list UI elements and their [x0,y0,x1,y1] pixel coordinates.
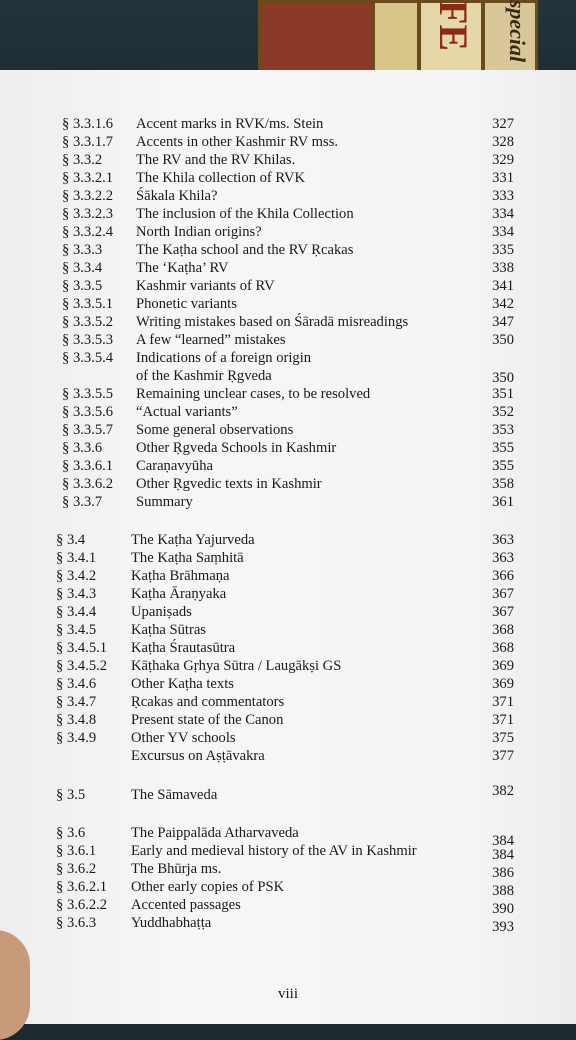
section-number: § 3.4 [56,532,86,548]
toc-entry [0,531,576,551]
section-title: Kaṭha Śrautasūtra [131,640,236,656]
section-title: Excursus on Aṣṭāvakra [131,748,265,764]
page-reference: 341 [492,278,514,294]
section-title: Accent marks in RVK/ms. Stein [136,116,324,132]
toc-entry [0,549,576,569]
section-number: § 3.4.5 [56,622,97,638]
toc-entry [0,457,576,477]
toc-entry [0,115,576,135]
toc-entry [0,639,576,659]
section-title: A few “learned” mistakes [136,332,286,348]
toc-entry [0,914,576,934]
section-number: § 3.3.2.2 [62,188,114,204]
section-title: Kashmir variants of RV [136,278,275,294]
toc-entry [0,860,576,880]
section-number: § 3.3.3 [62,242,103,258]
section-number: § 3.4.8 [56,712,97,728]
section-number: § 3.3.1.7 [62,134,114,150]
toc-entry [0,693,576,713]
cover-ornament-tile [372,0,420,76]
toc-entry [0,621,576,641]
section-title: Ṛcakas and commentators [131,694,285,710]
page-number: viii [277,986,298,1002]
toc-entry [0,133,576,153]
section-title: Kaṭha Brāhmaṇa [131,568,230,584]
section-number: § 3.6.1 [56,843,97,859]
book-page [0,70,576,1024]
page-reference: 368 [492,622,514,638]
page-reference: 393 [492,919,514,935]
page-reference: 384 [492,847,514,863]
section-title: Kaṭha Sūtras [131,622,206,638]
section-number: § 3.6 [56,825,86,841]
section-number: § 3.6.3 [56,915,97,931]
page-reference: 358 [492,476,514,492]
toc-entry [0,783,576,806]
toc-entry [0,241,576,261]
cover-subtitle-fragment: special [505,0,531,63]
toc-entry [0,259,576,279]
toc-entry [0,367,576,387]
page-reference: 361 [492,494,514,510]
page-reference: 363 [492,550,514,566]
section-number: § 3.4.1 [56,550,97,566]
page-reference: 329 [492,152,514,168]
section-number: § 3.5 [56,787,86,803]
section-number: § 3.3.2 [62,152,103,168]
section-number: § 3.3.2.3 [62,206,114,222]
page-reference: 351 [492,386,514,402]
toc-entry [0,729,576,749]
section-number: § 3.3.6 [62,440,103,456]
section-title: Remaining unclear cases, to be resolved [136,386,371,402]
section-title: Yuddhabhaṭṭa [131,915,212,931]
page-reference: 334 [492,206,514,222]
page-reference: 350 [492,370,514,386]
toc-entry [0,657,576,677]
page-reference: 377 [492,748,514,764]
section-title: Writing mistakes based on Śāradā misreadings [136,314,409,330]
section-number: § 3.3.5.2 [62,314,114,330]
toc-entry [0,349,576,369]
page-reference: 369 [492,658,514,674]
toc-entry [0,169,576,189]
toc-entry [0,187,576,207]
page-reference: 331 [492,170,514,186]
section-title: Accents in other Kashmir RV mss. [136,134,339,150]
section-title: Some general observations [136,422,294,438]
section-number: § 3.4.5.2 [56,658,108,674]
toc-entry [0,896,576,916]
toc-entry [0,475,576,495]
cover-title-fragment: FE [431,0,477,52]
page-reference: 333 [492,188,514,204]
section-title: The Paippalāda Atharvaveda [131,825,299,841]
section-title: of the Kashmir Ṛgveda [136,368,272,384]
page-reference: 386 [492,865,514,881]
section-title: The Kaṭha Saṃhitā [131,550,244,566]
section-title: Phonetic variants [136,296,237,312]
section-title: The inclusion of the Khila Collection [136,206,354,222]
page-reference: 371 [492,712,514,728]
page-reference: 355 [492,440,514,456]
section-title: Upaniṣads [131,604,192,620]
section-title: The Kaṭha school and the RV Ṛcakas [136,242,354,258]
section-number: § 3.3.5.7 [62,422,114,438]
section-number: § 3.3.6.1 [62,458,114,474]
toc-entry [0,331,576,351]
page-reference: 335 [492,242,514,258]
toc-entry [0,385,576,405]
toc-entry [0,878,576,898]
section-number: § 3.4.4 [56,604,97,620]
section-title: North Indian origins? [136,224,262,240]
toc-entry [0,223,576,243]
book-cover-strip [0,0,576,80]
section-title: The ‘Kaṭha’ RV [136,260,229,276]
section-number: § 3.3.5 [62,278,103,294]
toc-entry [0,295,576,315]
section-number: § 3.3.5.4 [62,350,114,366]
toc-entry [0,403,576,423]
section-title: Early and medieval history of the AV in Kashmir [131,843,417,859]
page-reference: 368 [492,640,514,656]
section-number: § 3.3.5.5 [62,386,114,402]
section-number: § 3.4.7 [56,694,97,710]
toc-entry [0,439,576,459]
section-number: § 3.4.6 [56,676,97,692]
page-reference: 367 [492,586,514,602]
section-title: Other Ṛgvedic texts in Kashmir [136,476,322,492]
page-reference: 350 [492,332,514,348]
toc-entry [0,585,576,605]
section-title: Other YV schools [131,730,236,746]
section-number: § 3.4.2 [56,568,97,584]
section-title: Kaṭha Āraṇyaka [131,586,227,602]
page-reference: 334 [492,224,514,240]
page-reference: 363 [492,532,514,548]
section-number: § 3.4.9 [56,730,97,746]
toc-entry [0,603,576,623]
page-reference: 384 [492,833,514,849]
toc-entry [0,824,576,849]
page-reference: 353 [492,422,514,438]
toc-entry [0,205,576,225]
toc-entry [0,421,576,441]
section-title: Other Kaṭha texts [131,676,234,692]
section-title: Indications of a foreign origin [136,350,312,366]
section-number: § 3.3.5.6 [62,404,114,420]
section-title: The Khila collection of RVK [136,170,306,186]
toc-entry [0,151,576,171]
section-number: § 3.6.2.1 [56,879,108,895]
page-reference: 352 [492,404,514,420]
section-title: The Bhūrja ms. [131,861,222,877]
section-title: Other early copies of PSK [131,879,285,895]
section-number: § 3.3.6.2 [62,476,114,492]
section-title: The RV and the RV Khilas. [136,152,296,168]
page-reference: 390 [492,901,514,917]
section-number: § 3.6.2.2 [56,897,108,913]
toc-entry [0,711,576,731]
section-title: Kāṭhaka Gṛhya Sūtra / Laugākṣi GS [131,658,342,674]
page-reference: 375 [492,730,514,746]
section-number: § 3.4.5.1 [56,640,108,656]
page-reference: 327 [492,116,514,132]
page-reference: 369 [492,676,514,692]
page-reference: 367 [492,604,514,620]
section-title: Accented passages [131,897,241,913]
section-number: § 3.3.7 [62,494,103,510]
section-title: Other Ṛgveda Schools in Kashmir [136,440,337,456]
toc-entry [0,313,576,333]
toc-entry [0,567,576,587]
toc-entry [0,493,576,513]
page-reference: 342 [492,296,514,312]
page-reference: 355 [492,458,514,474]
page-reference: 366 [492,568,514,584]
section-title: Śākala Khila? [136,188,218,204]
page-reference: 371 [492,694,514,710]
toc-entry [0,842,576,862]
toc-entry [0,675,576,695]
section-number: § 3.3.2.4 [62,224,114,240]
section-number: § 3.3.4 [62,260,103,276]
toc-entry [0,747,576,767]
section-number: § 3.6.2 [56,861,97,877]
section-title: Present state of the Canon [131,712,284,728]
section-number: § 3.3.2.1 [62,170,114,186]
section-title: The Kaṭha Yajurveda [131,532,255,548]
section-title: “Actual variants” [136,404,238,420]
section-number: § 3.3.5.3 [62,332,114,348]
page-reference: 347 [492,314,514,330]
page-reference: 338 [492,260,514,276]
section-number: § 3.3.1.6 [62,116,114,132]
section-title: Summary [136,494,193,510]
page-reference: 388 [492,883,514,899]
cover-ornament-tile [258,0,374,76]
section-number: § 3.4.3 [56,586,97,602]
section-title: The Sāmaveda [131,787,218,803]
page-reference: 328 [492,134,514,150]
page-reference: 382 [492,783,514,799]
section-number: § 3.3.5.1 [62,296,114,312]
section-title: Caraṇavyūha [136,458,213,474]
toc-entry [0,277,576,297]
